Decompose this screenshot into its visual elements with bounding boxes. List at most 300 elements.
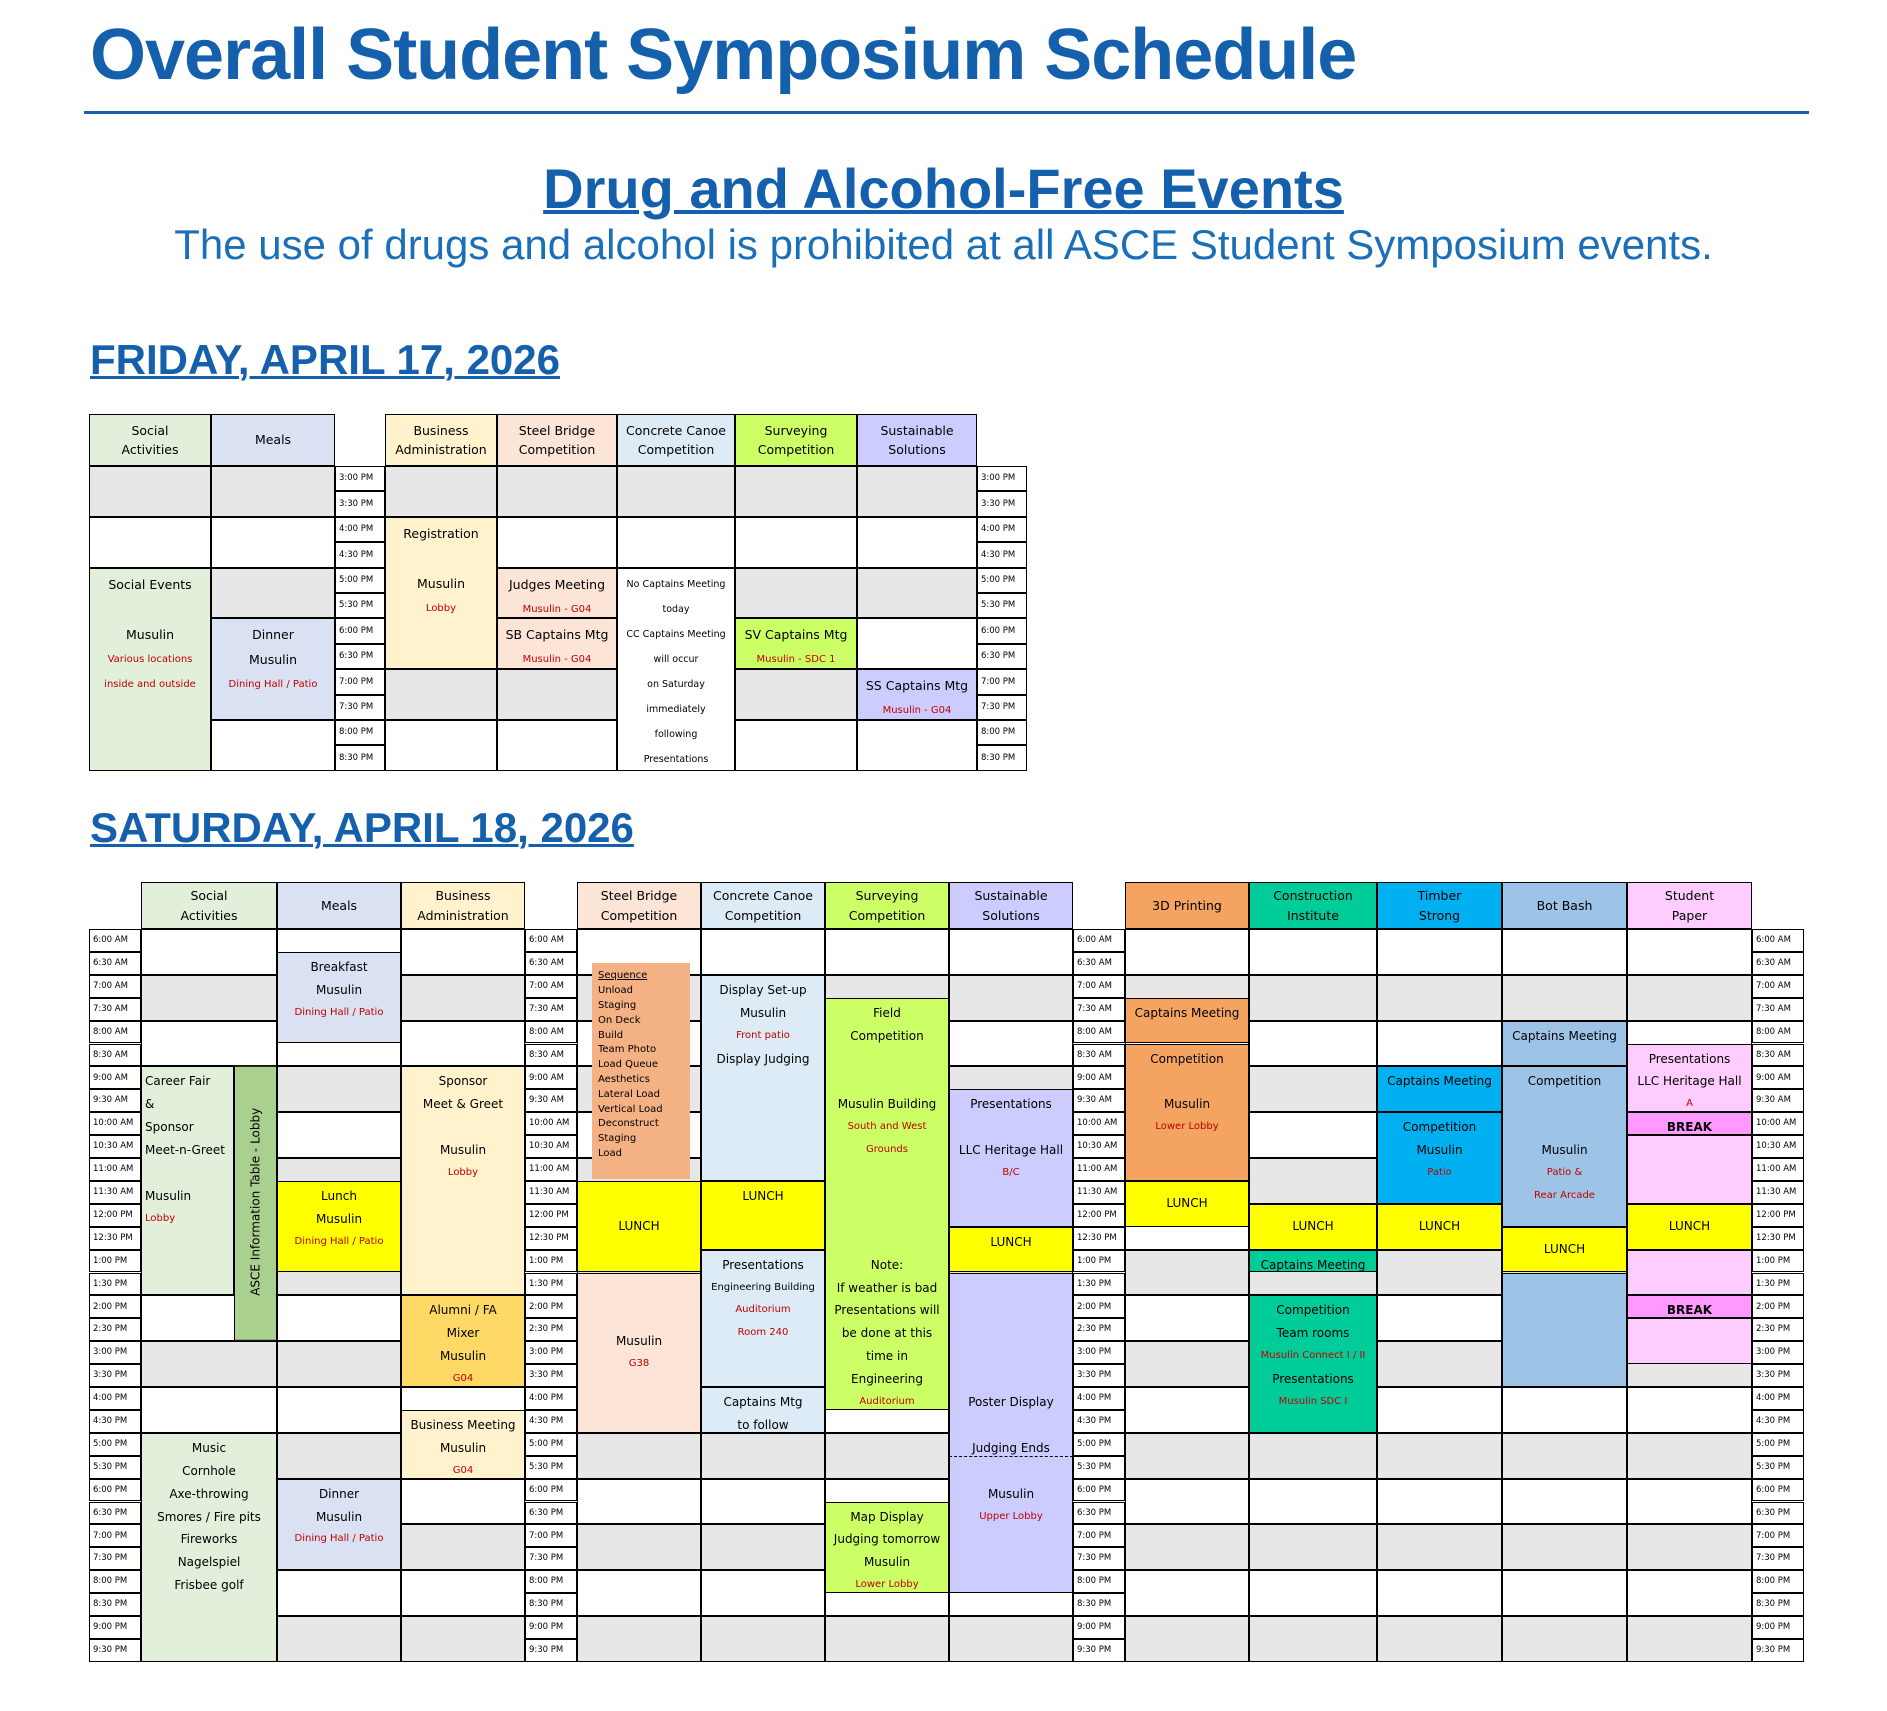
time-label: 9:30 AM [1752,1089,1804,1112]
time-label: 8:30 PM [525,1593,577,1616]
time-label: 9:00 AM [525,1066,577,1089]
event-line: Dining Hall / Patio [294,1006,384,1018]
event-line: G04 [452,1373,474,1385]
event-line: Meet-n-Greet [145,1143,225,1158]
event-line: inside and outside [104,678,196,690]
time-slot [89,517,211,568]
time-label: 6:30 AM [1752,952,1804,975]
event-line: be done at this [841,1326,933,1341]
time-slot [1627,1387,1752,1433]
time-label: 6:00 AM [525,929,577,952]
event-line: CC Captains Meeting [626,628,726,640]
time-slot [1377,1387,1502,1433]
column-header-text: Concrete Canoe [713,888,813,904]
time-slot [949,1616,1073,1662]
time-slot [401,975,525,1021]
time-slot [701,1570,825,1616]
time-slot [577,1616,701,1662]
sequence-step: On Deck [598,1014,641,1026]
event-line: to follow [737,1417,789,1432]
event-line: Lower Lobby [855,1579,919,1591]
event-line: Upper Lobby [979,1510,1043,1522]
time-label: 4:00 PM [525,1387,577,1410]
column-header-text: Competition [600,907,678,923]
time-slot [735,466,857,517]
event-line: Lower Lobby [1155,1121,1219,1133]
time-slot [857,517,977,568]
time-slot [577,1433,701,1479]
event-line: Captains Meeting [1260,1257,1366,1272]
event-line: Lunch [321,1188,357,1203]
event-line [950,1277,1072,1300]
time-label: 1:30 PM [1752,1273,1804,1296]
time-slot [89,466,211,517]
time-label: 11:30 AM [1073,1181,1125,1204]
time-slot [401,1021,525,1067]
time-slot [385,669,497,720]
time-slot [1125,1387,1249,1433]
event-line: Various locations [107,653,193,665]
time-label: 2:00 PM [1752,1295,1804,1318]
time-slot [277,1616,401,1662]
event-line: LUNCH [1543,1242,1586,1257]
event-survey [735,618,857,669]
time-label: 6:30 AM [89,952,141,975]
time-slot [701,1524,825,1570]
time-label: 7:30 PM [335,695,385,720]
event-line: Engineering Building [711,1281,815,1293]
time-slot [1627,1616,1752,1662]
drug-free-notice: The use of drugs and alcohol is prohibited at all ASCE Student Symposium events. [174,221,1713,268]
column-header-steel [497,414,617,466]
column-header-text: Competition [518,442,596,457]
time-slot [141,975,277,1021]
saturday-heading: SATURDAY, APRIL 18, 2026 [90,804,634,851]
event-line: Musulin [1416,1143,1463,1158]
time-slot [825,929,949,975]
time-label: 3:30 PM [525,1364,577,1387]
event-line: on Saturday [647,678,705,690]
event-line: Registration [403,525,479,541]
time-label: 12:00 PM [1752,1204,1804,1227]
event-line: immediately [646,703,706,715]
event-line: Musulin [987,1486,1035,1501]
event-line: Note: [870,1257,904,1272]
column-header-timber [1377,882,1502,929]
event-line: Cornhole [182,1463,236,1478]
time-slot [277,1570,401,1616]
time-slot [1377,1341,1502,1387]
column-header-text: Steel Bridge [600,888,678,904]
sequence-step: Team Photo [598,1044,657,1056]
judging-divider [949,1456,1073,1457]
time-label: 6:00 PM [525,1479,577,1502]
time-label: 4:30 PM [1073,1410,1125,1433]
time-label: 5:00 PM [525,1433,577,1456]
event-line: Competition [1402,1120,1477,1135]
time-label: 6:30 PM [1752,1502,1804,1525]
time-label: 10:00 AM [1073,1112,1125,1135]
event-meals [277,952,401,1044]
event-line: Competition [1276,1303,1350,1318]
time-slot [1502,1570,1627,1616]
time-slot [1627,975,1752,1021]
time-label: 6:00 PM [1073,1479,1125,1502]
column-header-text: Paper [1671,907,1708,923]
time-label: 7:30 PM [977,695,1027,720]
time-label: 6:30 PM [335,644,385,669]
column-header-text: Steel Bridge [518,422,596,438]
event-line: Front patio [736,1029,790,1041]
time-label: 8:30 PM [1752,1593,1804,1616]
column-header-text: Social [190,888,228,904]
event-social [89,568,211,771]
time-slot [1249,1433,1377,1479]
time-label: 3:00 PM [525,1341,577,1364]
time-label: 7:00 AM [1752,975,1804,998]
column-header-business [401,882,525,929]
event-line: Judging tomorrow [833,1532,941,1547]
event-line [1503,1093,1626,1116]
time-label: 7:30 PM [1752,1547,1804,1570]
time-label: 2:00 PM [1073,1295,1125,1318]
time-label: 10:30 AM [1073,1135,1125,1158]
time-label: 6:30 PM [89,1502,141,1525]
time-label: 3:30 PM [1752,1364,1804,1387]
event-line: Musulin [439,1440,487,1455]
column-header-text: Meals [320,897,358,913]
time-slot [497,466,617,517]
time-label: 1:00 PM [1073,1250,1125,1273]
column-header-constr [1249,882,1377,929]
column-header-meals [211,414,335,466]
time-slot [1125,1250,1249,1296]
time-label: 7:00 AM [1073,975,1125,998]
column-header-text: Competition [848,907,926,923]
time-label: 5:30 PM [1752,1456,1804,1479]
event-line: Musulin [1163,1097,1211,1112]
event-line: Axe-throwing [169,1486,249,1501]
event-steel [497,568,617,619]
time-label: 1:00 PM [89,1250,141,1273]
event-line: Field [873,1005,901,1020]
time-slot [401,1570,525,1616]
event-line: Musulin - G04 [522,654,592,666]
time-slot [577,1524,701,1570]
time-label: 5:00 PM [1752,1433,1804,1456]
event-line: SS Captains Mtg [865,678,969,694]
event-line: Captains Meeting [1512,1028,1617,1043]
event-line: Auditorium [859,1396,915,1408]
event-line: Competition [1527,1074,1602,1089]
event-bot [1502,1227,1627,1273]
event-line: Frisbee golf [174,1578,244,1593]
time-slot [401,929,525,975]
time-label: 7:30 PM [1073,1547,1125,1570]
time-slot [577,1570,701,1616]
time-slot [1627,1433,1752,1479]
column-header-text: Construction [1273,888,1353,904]
event-constr [1249,1295,1377,1432]
event-line [826,1185,948,1208]
event-line: Musulin [739,1005,787,1020]
time-label: 8:30 PM [89,1593,141,1616]
column-header-text: Solutions [888,442,946,457]
time-slot [1249,1066,1377,1112]
time-label: 7:30 PM [89,1547,141,1570]
time-label: 8:30 AM [89,1044,141,1067]
time-slot [211,720,335,771]
time-label: 1:30 PM [89,1273,141,1296]
event-line: will occur [653,653,699,665]
event-line: time in [866,1349,908,1364]
event-line: Business Meeting [410,1417,516,1432]
time-slot [277,1066,401,1112]
time-label: 11:00 AM [89,1158,141,1181]
time-slot [1125,1433,1249,1479]
column-header-business [385,414,497,466]
time-slot [1249,1158,1377,1204]
event-line: Engineering [851,1372,923,1387]
column-header-steel [577,882,701,929]
time-slot [277,1112,401,1158]
event-meals [211,618,335,720]
event-paper [1627,1318,1752,1364]
column-header-sustain [857,414,977,466]
column-header-text: Administration [417,907,509,923]
time-slot [949,1021,1073,1067]
time-label: 4:30 PM [335,542,385,567]
time-label: 7:30 AM [1752,998,1804,1021]
event-line [950,1368,1072,1391]
column-header-canoe [617,414,735,466]
time-label: 2:00 PM [525,1295,577,1318]
time-label: 2:00 PM [89,1295,141,1318]
event-line: Musulin [248,652,297,668]
time-label: 10:00 AM [1752,1112,1804,1135]
event-canoe [701,1387,825,1433]
time-slot [577,1479,701,1525]
event-line: Dinner [318,1486,360,1501]
time-label: 12:30 PM [89,1227,141,1250]
time-slot [1377,975,1502,1021]
time-label: 6:30 AM [1073,952,1125,975]
time-slot [735,568,857,619]
event-line: Musulin [125,626,174,642]
time-label: 8:00 AM [525,1021,577,1044]
event-line: Lobby [145,1212,176,1224]
event-timber [1377,1066,1502,1112]
time-slot [401,1616,525,1662]
time-label: 4:00 PM [1752,1387,1804,1410]
event-timber [1377,1204,1502,1250]
event-line: Musulin [416,575,465,591]
time-slot [825,1616,949,1662]
time-slot [1502,929,1627,975]
event-line: LUNCH [990,1234,1032,1249]
event-line: Musulin Building [837,1097,937,1112]
drug-free-heading [0,156,1887,221]
time-slot [1627,929,1752,975]
time-slot [857,466,977,517]
time-label: 5:30 PM [89,1456,141,1479]
column-header-text: Competition [757,442,835,457]
event-line: If weather is bad [836,1280,938,1295]
time-label: 3:00 PM [977,466,1027,491]
time-label: 6:00 PM [335,618,385,643]
event-line [950,1414,1072,1437]
time-label: 9:00 PM [1752,1616,1804,1639]
event-line: LUNCH [742,1188,784,1203]
time-label: 6:00 PM [1752,1479,1804,1502]
time-slot [1627,1479,1752,1525]
event-line: SB Captains Mtg [505,627,609,643]
time-slot [497,720,617,771]
event-line: Lobby [447,1167,479,1179]
time-label: 5:30 PM [1073,1456,1125,1479]
event-line: Patio [1427,1167,1452,1178]
event-line: LLC Heritage Hall [958,1143,1064,1158]
event-line: A [1686,1098,1693,1110]
time-label: 9:00 AM [89,1066,141,1089]
time-slot [1249,929,1377,975]
time-label: 5:30 PM [335,593,385,618]
page-title: Overall Student Symposium Schedule [90,15,1357,95]
event-line: Musulin [1541,1143,1588,1158]
event-line: South and West [847,1121,927,1133]
time-label: 7:00 PM [335,669,385,694]
steel-bridge-sequence [592,963,690,1178]
time-slot [825,1433,949,1479]
event-paper [1627,1204,1752,1250]
sequence-step: Load [598,1147,622,1159]
time-label: 2:30 PM [1752,1318,1804,1341]
time-slot [141,1021,277,1067]
event-line: Presentations [643,753,709,765]
time-slot [141,1341,277,1387]
event-line [950,1460,1072,1483]
time-slot [211,517,335,568]
column-header-text: Business [413,422,469,438]
event-survey [825,1502,949,1594]
event-line: Sponsor [438,1074,488,1089]
event-line: Presentations will [834,1303,940,1318]
time-label: 8:00 PM [335,720,385,745]
time-label: 6:30 PM [1073,1502,1125,1525]
event-business [401,1410,525,1479]
column-header-text: Competition [637,442,715,457]
event-line: Musulin Connect I / II [1260,1350,1366,1362]
event-line: Presentations [1272,1372,1354,1387]
column-header-meals [277,882,401,929]
time-label: 3:30 PM [1073,1364,1125,1387]
time-label: 12:30 PM [1752,1227,1804,1250]
time-slot [1502,1433,1627,1479]
column-header-social [141,882,277,929]
sequence-step: Staging [598,999,637,1011]
event-line: Musulin - SDC 1 [756,654,836,666]
time-label: 8:00 AM [1073,1021,1125,1044]
event-line [1503,1116,1626,1139]
time-label: 8:30 PM [335,745,385,770]
event-line [826,1048,948,1071]
column-header-text: Institute [1287,907,1339,923]
time-slot [617,517,735,568]
event-line: Sponsor [145,1120,194,1135]
time-label: 8:30 AM [1752,1044,1804,1067]
time-label: 11:30 AM [525,1181,577,1204]
time-label: 3:00 PM [335,466,385,491]
event-line: Dinner [252,627,294,643]
event-line: LUNCH [1292,1219,1334,1234]
time-label: 9:30 PM [525,1639,577,1662]
event-business [401,1066,525,1295]
event-print [1125,1044,1249,1181]
column-header-text: Timber [1417,888,1462,904]
event-business [401,1295,525,1387]
time-slot [141,929,277,975]
time-slot [1627,1524,1752,1570]
time-label: 3:30 PM [977,491,1027,516]
time-label: 11:30 AM [89,1181,141,1204]
event-canoe [701,975,825,1181]
time-slot [1377,929,1502,975]
time-label: 6:00 AM [1073,929,1125,952]
time-slot [1125,1341,1249,1387]
time-slot [277,1387,401,1433]
event-sustain [949,1273,1073,1594]
event-paper [1627,1250,1752,1296]
event-line: Breakfast [310,959,368,974]
event-social [141,1433,277,1662]
time-slot [735,517,857,568]
time-label: 5:00 PM [977,568,1027,593]
column-header-paper [1627,882,1752,929]
time-label: 5:00 PM [89,1433,141,1456]
time-slot [1502,1479,1627,1525]
time-slot [1249,1112,1377,1158]
time-label: 9:00 PM [89,1616,141,1639]
time-label: 8:00 PM [1752,1570,1804,1593]
event-sustain [949,1089,1073,1226]
time-slot [1249,1524,1377,1570]
event-social_b: ASCE Information Table - Lobby [234,1066,277,1341]
event-line: LUNCH [618,1219,660,1234]
time-label: 7:30 PM [525,1547,577,1570]
event-line [1126,1070,1248,1093]
time-slot [1125,1570,1249,1616]
column-header-text: Surveying [764,422,828,438]
column-header-text: Sustainable [880,422,954,438]
event-line: Musulin - G04 [882,705,952,717]
time-slot [1125,929,1249,975]
event-line: BREAK [1666,1303,1713,1318]
column-header-text: Surveying [855,888,919,904]
event-line: Musulin [315,1509,363,1524]
time-slot [1125,1616,1249,1662]
event-constr [1249,1250,1377,1273]
event-paper [1627,1295,1752,1318]
time-slot [1627,1570,1752,1616]
event-sustain [949,1227,1073,1273]
time-slot [1249,1570,1377,1616]
time-slot [1249,1616,1377,1662]
event-timber [1377,1112,1502,1204]
event-line: G38 [628,1357,650,1369]
event-line: SV Captains Mtg [744,627,848,643]
time-slot [1377,1616,1502,1662]
column-header-text: Activities [180,907,238,923]
